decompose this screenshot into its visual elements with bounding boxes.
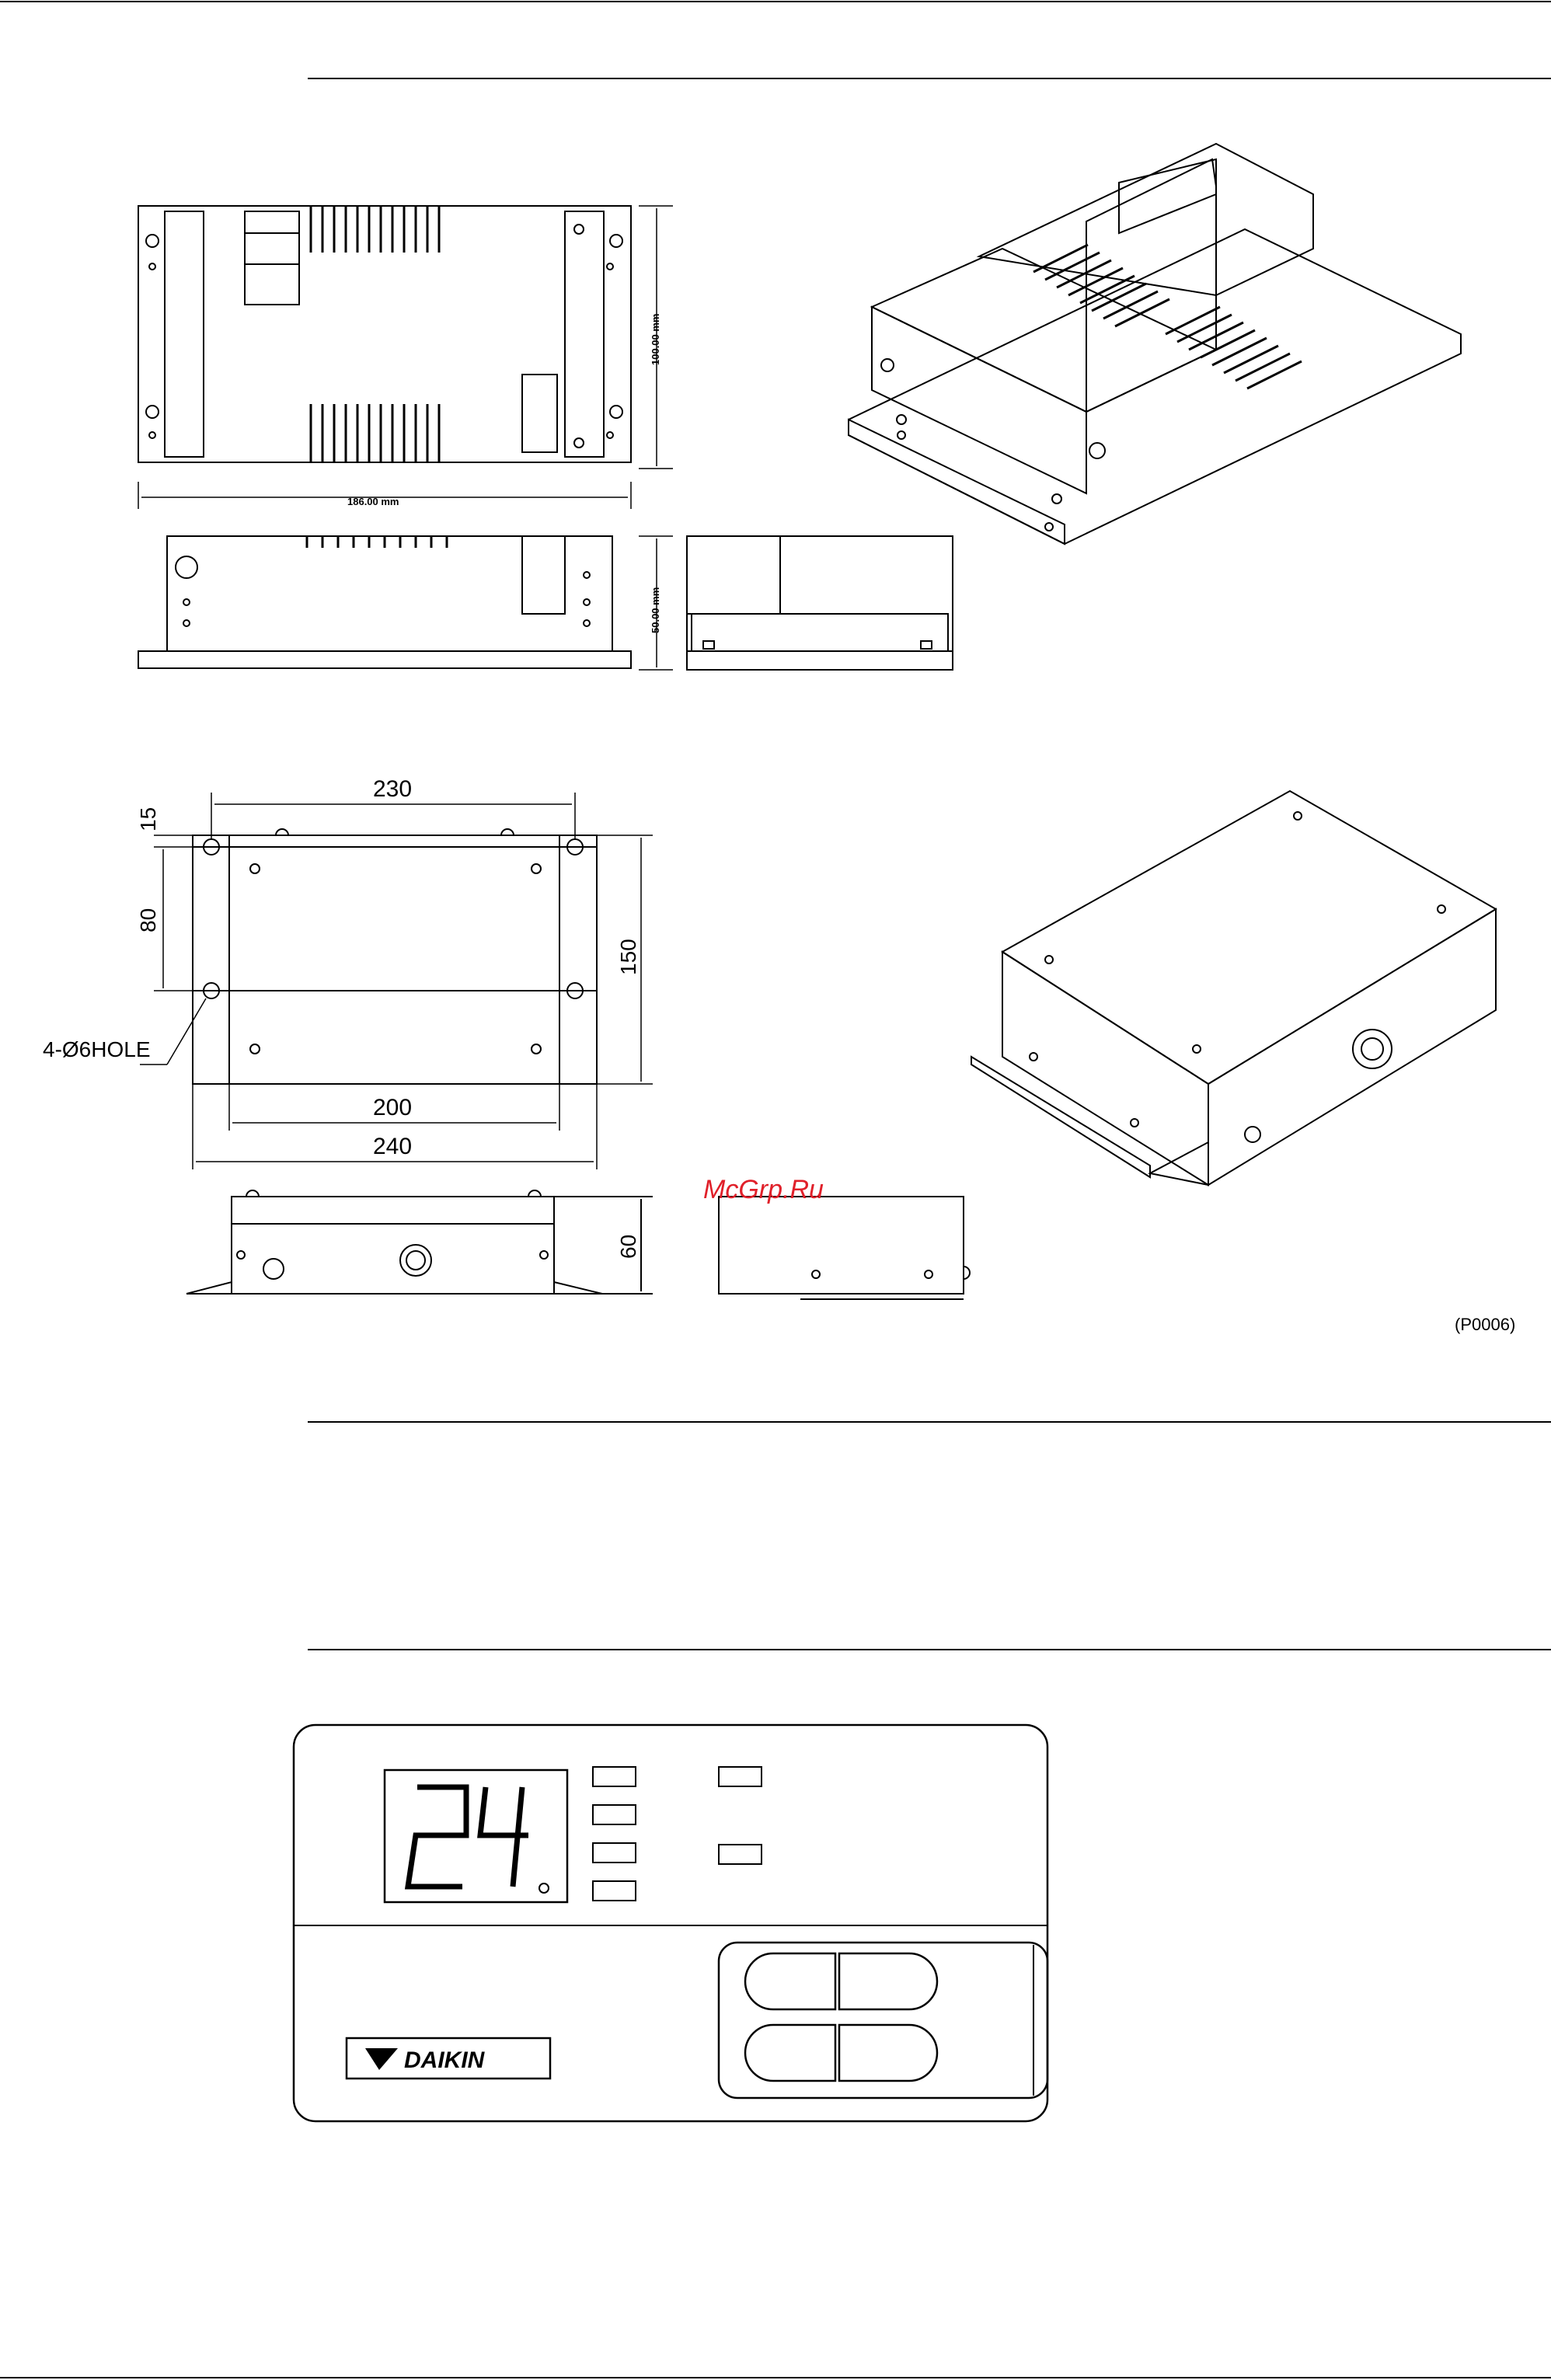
- drawing-1-side-view: [687, 536, 953, 670]
- depth-dimension-label: 50.00 mm: [650, 587, 661, 633]
- drawing-1-top-view: [138, 206, 631, 462]
- display-digits-graphic: [408, 1787, 528, 1887]
- dim-15-label: 15: [136, 807, 160, 831]
- button-lower-left[interactable]: [745, 2025, 835, 2081]
- drawing-1-front-view: [138, 536, 631, 668]
- height-dimension-label: 100.00 mm: [650, 313, 661, 365]
- indicator-lamp-2: [593, 1805, 636, 1824]
- digit-4-shape: [480, 1787, 528, 1887]
- dim-150-label: 150: [616, 939, 640, 975]
- brand-logo: [347, 2038, 550, 2079]
- drawing-2-top-view: [193, 829, 597, 1084]
- temperature-display: [385, 1770, 567, 1902]
- display-digits-value: 24: [0, 0, 2, 1]
- display-degree-dot: [539, 1883, 549, 1893]
- button-upper-right[interactable]: [839, 1953, 937, 2009]
- drawing-1-dimensions: [138, 206, 673, 670]
- brand-logo-mark: [365, 2048, 398, 2070]
- hole-callout-label: 4-Ø6HOLE: [43, 1037, 151, 1061]
- remote-buttons[interactable]: [745, 1953, 937, 2081]
- dim-240-label: 240: [373, 1134, 413, 1159]
- indicator-lamp-5: [719, 1767, 762, 1786]
- button-lower-right[interactable]: [839, 2025, 937, 2081]
- drawing-2-isometric-view: [971, 791, 1496, 1185]
- dim-80-label: 80: [136, 908, 160, 932]
- drawing-2-side-view: [719, 1197, 970, 1299]
- dim-230-label: 230: [373, 776, 413, 802]
- brand-logo-text: DAIKIN: [404, 2047, 485, 2073]
- drawing-2-front-view: [186, 1190, 653, 1294]
- indicator-lamp-6: [719, 1845, 762, 1864]
- digit-2-shape: [408, 1787, 466, 1887]
- dim-200-label: 200: [373, 1095, 413, 1120]
- button-panel: [719, 1943, 1047, 2098]
- watermark-text: McGrp.Ru: [703, 1175, 824, 1204]
- button-upper-left[interactable]: [745, 1953, 835, 2009]
- indicator-lamp-3: [593, 1843, 636, 1863]
- drawing-1-isometric-view: [849, 144, 1461, 544]
- figure-code-label: (P0006): [1455, 1315, 1516, 1334]
- indicator-lamp-1: [593, 1767, 636, 1786]
- width-dimension-label: 186.00 mm: [347, 496, 399, 507]
- dim-60-label: 60: [616, 1234, 640, 1259]
- indicator-lamp-4: [593, 1881, 636, 1901]
